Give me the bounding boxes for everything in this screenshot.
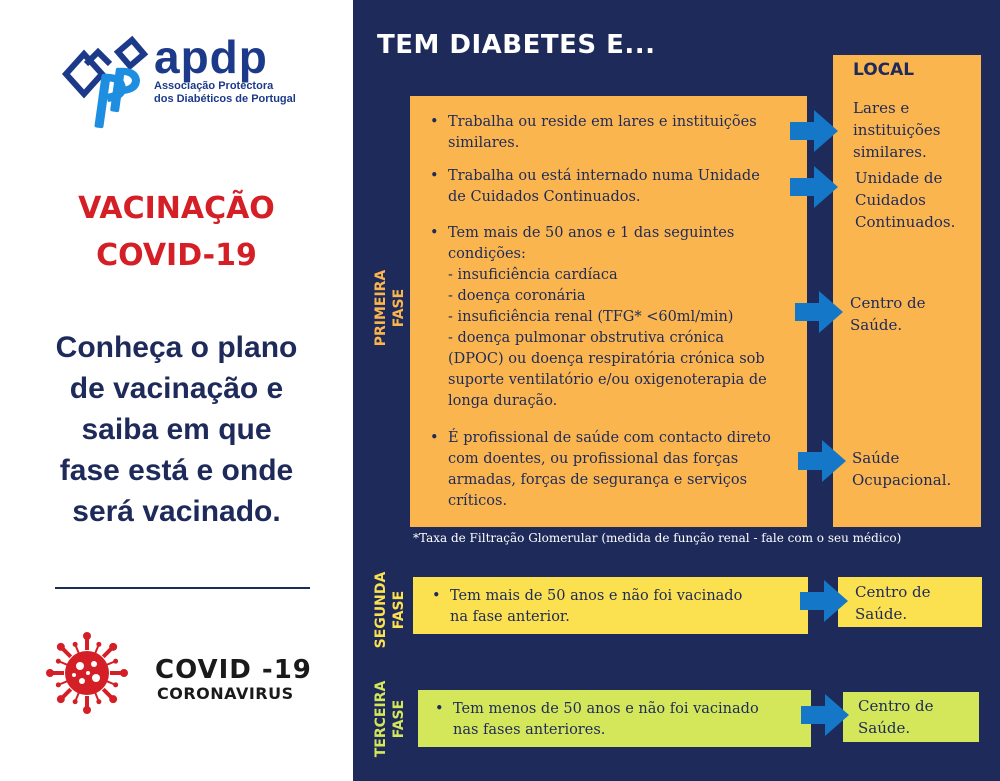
phase-label-line: FASE (391, 590, 407, 630)
arrow-right-icon (798, 438, 848, 484)
item-line: críticos. (448, 493, 508, 509)
arrow-right-icon (790, 108, 840, 154)
item-line: nas fases anteriores. (453, 722, 606, 738)
phase1-local (852, 447, 951, 491)
item-line: (DPOC) ou doença respiratória crónica sob (448, 351, 765, 367)
item-line: armadas, forças de segurança e serviços (448, 472, 748, 488)
phase2-local (855, 581, 931, 625)
arrow-right-icon (801, 692, 851, 738)
coronavirus-label: CORONAVIRUS (157, 684, 294, 703)
item-line: de Cuidados Continuados. (448, 189, 641, 205)
local-line: instituições (853, 121, 941, 139)
phase3-local (858, 695, 934, 739)
phase3-label (372, 675, 408, 763)
intro-text (20, 327, 333, 532)
local-line: Saúde (852, 449, 900, 467)
local-line: Saúde. (855, 605, 908, 623)
phase1-item (428, 166, 798, 208)
phase1-item (428, 112, 798, 154)
footnote: *Taxa de Filtração Glomerular (medida de função renal - fale com o seu médico) (413, 531, 902, 545)
phase-label-line: FASE (391, 699, 407, 739)
intro-line: será vacinado. (72, 495, 281, 528)
phase1-local (853, 97, 940, 163)
item-line: • Tem mais de 50 anos e não foi vacinado (450, 588, 743, 604)
phase1-local (850, 292, 926, 336)
intro-line: de vacinação e (69, 372, 284, 405)
item-line: com doentes, ou profissional das forças (448, 451, 739, 467)
item-line: condições: (448, 246, 526, 262)
intro-line: fase está e onde (59, 454, 294, 487)
item-line: - insuficiência cardíaca (448, 267, 618, 283)
local-line: Ocupacional. (852, 471, 952, 489)
item-line: similares. (448, 135, 520, 151)
phase2-label (372, 568, 408, 652)
logo-subtitle (154, 80, 296, 106)
local-line: Cuidados (855, 191, 926, 209)
logo-subtitle-line: dos Diabéticos de Portugal (154, 93, 296, 105)
item-line: • Trabalha ou está internado numa Unidade (448, 168, 760, 184)
phase1-local (855, 167, 955, 233)
arrow-right-icon (790, 164, 840, 210)
intro-line: saiba em que (81, 413, 272, 446)
item-line: longa duração. (448, 393, 558, 409)
item-line: • Tem mais de 50 anos e 1 das seguintes (448, 225, 735, 241)
arrow-right-icon (795, 289, 845, 335)
arrow-right-icon (800, 578, 850, 624)
local-line: Saúde. (850, 316, 903, 334)
item-line: • Trabalha ou reside em lares e instituições (448, 114, 757, 130)
vaccination-title-line: VACINAÇÃO (78, 191, 275, 226)
left-panel (0, 0, 353, 781)
local-line: Unidade de (855, 169, 943, 187)
local-line: Centro de (858, 697, 934, 715)
item-line: suporte ventilatório e/ou oxigenoterapia de (448, 372, 767, 388)
phase1-label (372, 258, 408, 358)
phase3-item (433, 699, 803, 741)
local-line: Saúde. (858, 719, 911, 737)
logo-subtitle-line: Associação Protectora (154, 80, 274, 92)
phase2-item (430, 586, 800, 628)
local-line: Centro de (850, 294, 926, 312)
phase-label-line: TERCEIRA (373, 680, 389, 758)
divider (55, 587, 310, 589)
local-line: similares. (853, 143, 927, 161)
intro-line: Conheça o plano (55, 331, 298, 364)
item-line: • Tem menos de 50 anos e não foi vacinado (453, 701, 759, 717)
phase1-item (428, 223, 803, 412)
item-line: - doença coronária (448, 288, 586, 304)
local-line: Continuados. (855, 213, 956, 231)
phase-label-line: SEGUNDA (373, 571, 389, 649)
covid-label: COVID -19 (155, 655, 312, 685)
logo-wordmark: apdp (154, 31, 268, 83)
local-line: Lares e (853, 99, 910, 117)
local-line: Centro de (855, 583, 931, 601)
item-line: - insuficiência renal (TFG* <60ml/min) (448, 309, 734, 325)
item-line: • É profissional de saúde com contacto direto (448, 430, 771, 446)
item-line: na fase anterior. (450, 609, 570, 625)
virus-icon (44, 630, 130, 716)
phase1-item (428, 428, 803, 512)
phase-label-line: PRIMEIRA (373, 269, 389, 347)
vaccination-title (0, 185, 353, 279)
main-title: TEM DIABETES E... (377, 30, 656, 60)
phase-label-line: FASE (391, 288, 407, 328)
item-line: - doença pulmonar obstrutiva crónica (448, 330, 725, 346)
apdp-logo-icon (58, 32, 150, 132)
vaccination-title-line: COVID-19 (96, 238, 257, 273)
local-title: LOCAL (853, 60, 915, 80)
